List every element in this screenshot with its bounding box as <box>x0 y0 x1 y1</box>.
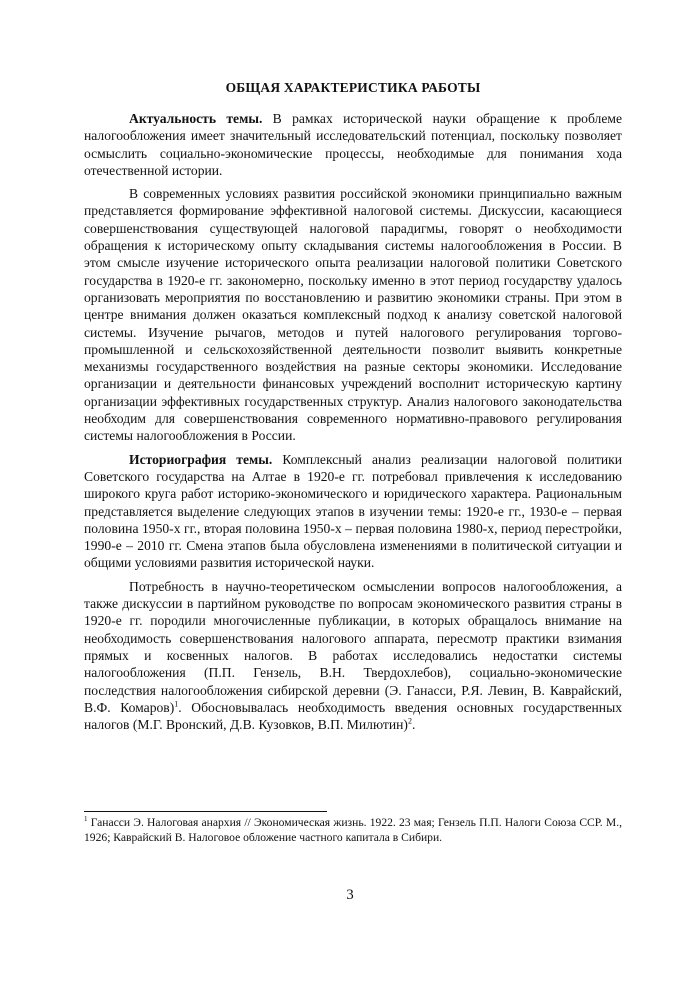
page-title: ОБЩАЯ ХАРАКТЕРИСТИКА РАБОТЫ <box>225 80 481 95</box>
paragraph-publications <box>84 578 622 734</box>
historiography-text: Комплексный анализ реализации налоговой политики Советского государства на Алтае в 1920-е гг. потребовал привлечения к исследованию широкого круга работ историко-экономического и юридического характера. Рациональным представляется выделение следующих этапов в изучении темы: 1920-е гг., 1930-е – первая половина 1950-х гг., вторая половина 1950-х – первая половина 1980-х, период перестройки, 1990-е – 2010 гг. Смена этапов была обусловлена изменениями в политической ситуации и общими условиями развития исторической науки. <box>84 451 622 571</box>
relevance-heading: Актуальность темы. <box>129 111 263 126</box>
publications-text-c: . <box>411 717 416 733</box>
relevance-text: В рамках исторической науки обращение к проблеме налогообложения имеет значительный исследовательский потенциал, поскольку позволяет осмыслить социально-экономические процессы, необходимые для понимания хода отечественной истории. <box>84 111 623 178</box>
footnote-ref-2[interactable]: 2 <box>407 716 412 726</box>
footnote-separator <box>84 811 327 812</box>
historiography-heading: Историография темы. <box>129 451 273 467</box>
footnote-1 <box>84 816 622 845</box>
publications-text-a: Потребность в научно-теоретическом осмыслении вопросов налогообложения, а также дискуссии в партийном руководстве по вопросам экономического развития страны в 1920-е гг. породили многочисленные публикации, в которых обращалось внимание на необходимость совершенствования налогового аппарата, пересмотр практики взимания прямых и косвенных налогов. В работах исследовались недостатки системы налогообложения (П.П. Гензель, В.Н. Твердохлебов), социально-экономические последствия налогообложения сибирской деревни (Э. Ганасси, Р.Я. Левин, В. Каврайский, В.Ф. Комаров) <box>84 578 622 715</box>
paragraph-context: В современных условиях развития российской экономики принципиально важным представляется формирование эффективной налоговой системы. Дискуссии, касающиеся совершенствования существующей налоговой парадигмы, говорят о необходимости обращения к историческому опыту складывания системы налогообложения в России. В этом смысле изучение исторического опыта реализации налоговой политики Советского государства в 1920-е гг. закономерно, поскольку именно в этот период государству удалось организовать мероприятия по восстановлению и развитию экономики страны. При этом в центре внимания должен оказаться комплексный подход к анализу советской налоговой системы. Изучение рычагов, методов и путей налогового регулирования торгово-промышленной и сельскохозяйственной деятельности позволит выявить конкретные механизмы государственного воздействия на разные секторы экономики. Исследование организации и деятельности финансовых учреждений восполнит историческую картину организации эффективных государственных структур. Анализ налогового законодательства необходим для совершенствования современного нормативно-правового регулирования системы налогообложения в России. <box>84 186 622 444</box>
publications-text-b: . Обосновывалась необходимость введения основных государственных налогов (М.Г. Вронский, Д.В. Кузовков, В.П. Милютин) <box>84 699 623 733</box>
paragraph-relevance <box>84 110 622 179</box>
page-number: 3 <box>346 887 354 903</box>
footnote-ref-1[interactable]: 1 <box>174 699 179 709</box>
footnote-text: Ганасси Э. Налоговая анархия // Экономическая жизнь. 1922. 23 мая; Гензель П.П. Налоги Союза ССР. М., 1926; Каврайский В. Налоговое обложение частного капитала в Сибири. <box>84 816 622 844</box>
paragraph-historiography <box>84 451 622 572</box>
document-body <box>84 80 622 739</box>
footnote-marker: 1 <box>84 815 88 824</box>
